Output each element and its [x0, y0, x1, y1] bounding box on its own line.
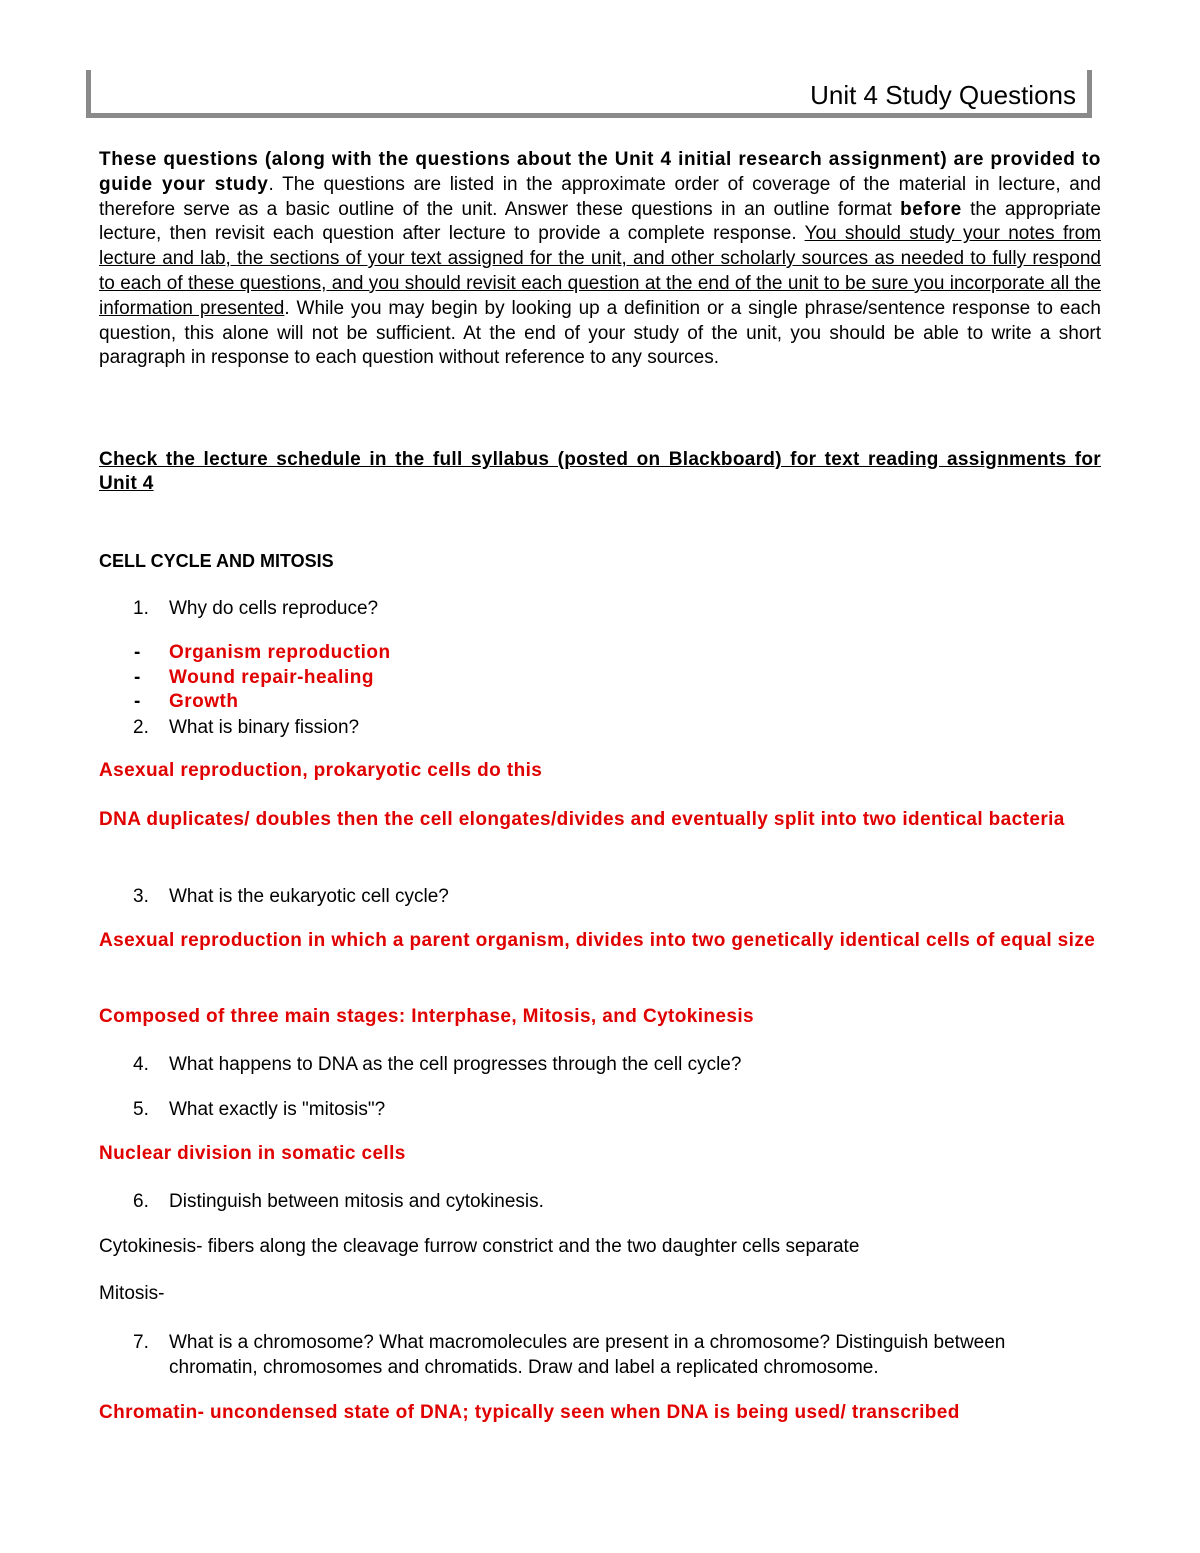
intro-text-3: . While you may begin by looking up a definition or a single phrase/sentence response to each question, this alone will not be sufficient. At the end of your study of the unit, you should be able to write a short paragraph in response to each question without reference to any sources.	[99, 297, 1101, 369]
question-text: What is the eukaryotic cell cycle?	[169, 886, 449, 907]
bullet-text: Wound repair-healing	[169, 667, 374, 688]
answer-2b: DNA duplicates/ doubles then the cell elongates/divides and eventually split into two identical bacteria	[99, 809, 1065, 830]
question-number: 3.	[133, 886, 149, 907]
question-number: 1.	[133, 598, 149, 619]
header-box	[86, 70, 1092, 118]
question-text: Distinguish between mitosis and cytokinesis.	[169, 1191, 544, 1212]
intro-underlined: You should study your notes from lecture and lab, the sections of your text assigned for the unit, and other scholarly sources as needed to fully respond to each of these questions, and you should revisit each question at the end of the unit to be sure you incorporate all the information presented	[99, 223, 1101, 319]
question-number: 2.	[133, 717, 149, 738]
intro-paragraph	[99, 148, 1101, 371]
question-number: 6.	[133, 1191, 149, 1212]
reading-assignment-note: Check the lecture schedule in the full syllabus (posted on Blackboard) for text reading assignments for Unit 4	[99, 449, 1101, 494]
bullet-text: Organism reproduction	[169, 642, 391, 663]
header-border-right	[1087, 70, 1092, 118]
intro-text-1: . The questions are listed in the approximate order of coverage of the material in lecture, and therefore serve as a basic outline of the unit. Answer these questions in an outline format	[99, 173, 1101, 220]
bullet-dash: -	[134, 667, 141, 688]
intro-text-2: the appropriate lecture, then revisit each question after lecture to provide a complete response.	[99, 198, 1101, 245]
page-title: Unit 4 Study Questions	[810, 80, 1076, 110]
question-text: What is binary fission?	[169, 717, 360, 738]
question-text: What happens to DNA as the cell progresses through the cell cycle?	[169, 1054, 742, 1075]
answer-5: Nuclear division in somatic cells	[99, 1143, 406, 1164]
question-number: 7.	[133, 1332, 149, 1353]
question-text: What exactly is "mitosis"?	[169, 1099, 386, 1120]
header-border-left	[86, 70, 91, 118]
answer-2a: Asexual reproduction, prokaryotic cells do this	[99, 760, 543, 781]
bullet-dash: -	[134, 642, 141, 663]
question-number: 5.	[133, 1099, 149, 1120]
intro-bold-before: before	[900, 198, 962, 220]
answer-3a: Asexual reproduction in which a parent organism, divides into two genetically identical cells of equal size	[99, 930, 1096, 951]
intro-bold-lead: These questions (along with the questions about the Unit 4 initial research assignment) are provided to guide your study	[99, 149, 1101, 195]
answer-6b: Mitosis-	[99, 1283, 165, 1304]
question-text: Why do cells reproduce?	[169, 598, 379, 619]
answer-3b: Composed of three main stages: Interphase, Mitosis, and Cytokinesis	[99, 1006, 754, 1027]
header-border-bottom	[86, 113, 1092, 118]
section-heading: CELL CYCLE AND MITOSIS	[99, 551, 334, 571]
answer-6a: Cytokinesis- fibers along the cleavage furrow constrict and the two daughter cells separate	[99, 1236, 860, 1257]
answer-7: Chromatin- uncondensed state of DNA; typically seen when DNA is being used/ transcribed	[99, 1402, 960, 1423]
bullet-dash: -	[134, 691, 141, 712]
bullet-text: Growth	[169, 691, 239, 712]
question-text: What is a chromosome? What macromolecules are present in a chromosome? Distinguish between chromatin, chromosomes and chromatids. Draw and label a replicated chromosome.	[169, 1332, 1006, 1378]
question-number: 4.	[133, 1054, 149, 1075]
